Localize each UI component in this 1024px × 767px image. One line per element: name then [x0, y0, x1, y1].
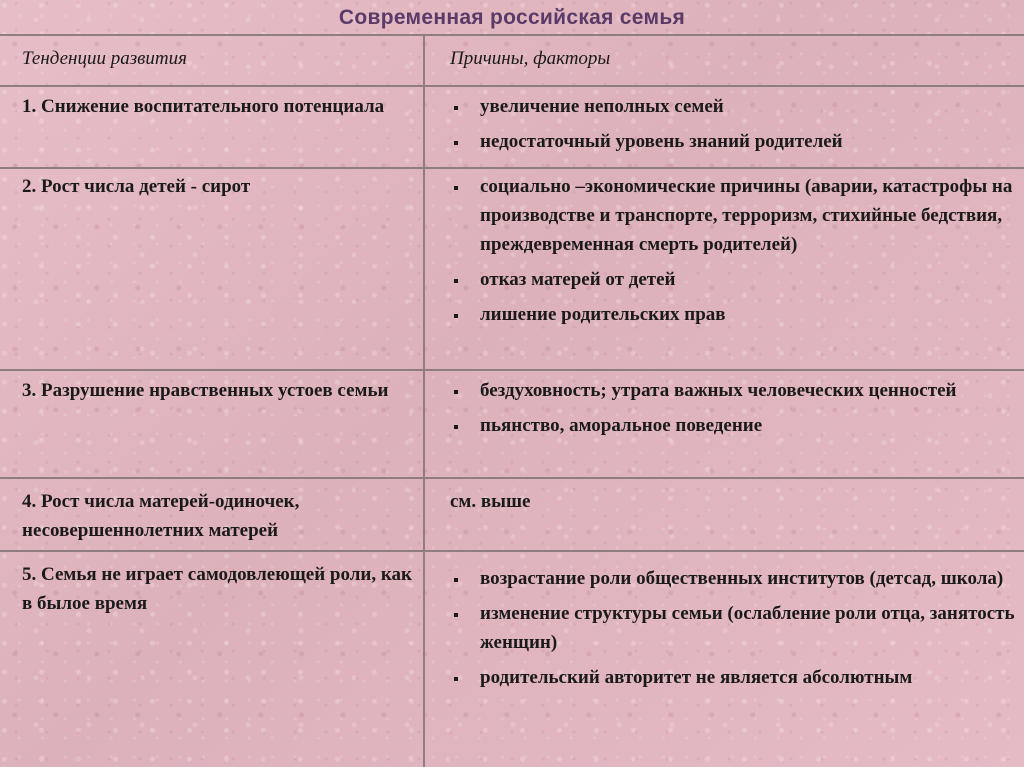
reason-item: пьянство, аморальное поведение	[450, 411, 1015, 440]
reason-item: изменение структуры семьи (ослабление роли отца, занятость женщин)	[450, 599, 1015, 657]
reason-item: возрастание роли общественных институтов (детсад, школа)	[450, 564, 1015, 593]
reasons-cell	[450, 172, 1015, 329]
reason-item: отказ матерей от детей	[450, 265, 1015, 294]
reason-item: увеличение неполных семей	[450, 92, 1015, 121]
table-border	[0, 369, 1024, 371]
reason-item: социально –экономические причины (аварии, катастрофы на производстве и транспорте, терроризм, стихийные бедствия, преждевременная смерть родителей)	[450, 172, 1015, 259]
column-divider	[423, 34, 425, 767]
trend-cell: 3. Разрушение нравственных устоев семьи	[22, 380, 389, 401]
reason-item: бездуховность; утрата важных человеческих ценностей	[450, 376, 1015, 405]
reasons-cell	[450, 564, 1015, 692]
table-border	[0, 550, 1024, 552]
reasons-cell	[450, 376, 1015, 440]
trend-cell: 5. Семья не играет самодовлеющей роли, как в былое время	[22, 564, 412, 614]
reason-item: родительский авторитет не является абсолютным	[450, 663, 1015, 692]
table-border	[0, 85, 1024, 87]
column-header-reasons: Причины, факторы	[450, 48, 611, 69]
column-header-trends: Тенденции развития	[22, 48, 187, 69]
trend-cell: 1. Снижение воспитательного потенциала	[22, 96, 385, 117]
table-border	[0, 167, 1024, 169]
trend-cell: 2. Рост числа детей - сирот	[22, 176, 251, 197]
reason-item: лишение родительских прав	[450, 300, 1015, 329]
table-border	[0, 477, 1024, 479]
reasons-cell	[450, 92, 1015, 156]
trend-cell: 4. Рост числа матерей-одиночек, несовершеннолетних матерей	[22, 491, 300, 541]
reason-item: недостаточный уровень знаний родителей	[450, 127, 1015, 156]
table-border	[0, 34, 1024, 36]
slide-title: Современная российская семья	[338, 6, 686, 29]
trends-table	[0, 34, 1024, 767]
reasons-note: см. выше	[450, 491, 531, 512]
